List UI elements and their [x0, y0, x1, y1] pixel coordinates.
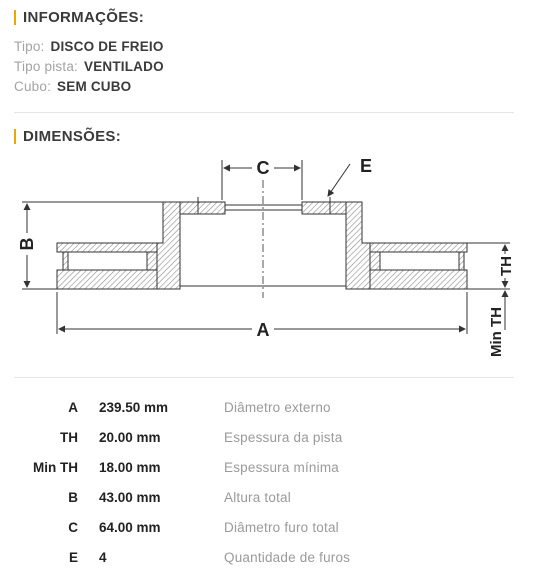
hat-top-right — [302, 202, 346, 214]
friction-ring-right-bottom — [370, 270, 467, 289]
dim-key: C — [68, 520, 78, 535]
divider — [14, 112, 514, 113]
label-c: C — [256, 158, 270, 178]
dim-value: 18.00 mm — [99, 460, 161, 475]
dim-desc: Diâmetro furo total — [224, 520, 339, 535]
friction-ring-left-bottom — [57, 270, 157, 289]
dim-desc: Espessura mínima — [224, 460, 339, 475]
brake-disc-diagram — [0, 148, 536, 368]
accent-bar — [14, 129, 16, 144]
info-label: Tipo: — [14, 39, 45, 54]
divider — [14, 377, 514, 378]
hat-top-left — [180, 202, 225, 214]
dim-row-e — [0, 550, 536, 570]
disc-section — [57, 202, 467, 289]
dim-desc: Espessura da pista — [224, 430, 343, 445]
dim-key: A — [68, 400, 78, 415]
vane-left-inner — [147, 252, 157, 270]
info-row-hub — [14, 79, 131, 94]
hat-left — [157, 202, 207, 289]
dim-desc: Diâmetro externo — [224, 400, 331, 415]
dim-key: TH — [60, 430, 78, 445]
accent-bar — [14, 10, 16, 25]
label-a: A — [256, 320, 270, 340]
info-header — [14, 9, 144, 26]
dim-key: B — [68, 490, 78, 505]
friction-ring-left-top — [57, 243, 157, 252]
vane-left-outer — [63, 252, 68, 270]
label-e: E — [360, 156, 373, 176]
info-header-text: INFORMAÇÕES: — [23, 9, 145, 26]
dim-row-th — [0, 430, 536, 450]
dim-value: 43.00 mm — [99, 490, 161, 505]
hat-right — [320, 202, 370, 289]
label-min-th: Min TH — [488, 307, 505, 357]
info-row-track-type — [14, 59, 164, 74]
friction-ring-right-top — [370, 243, 467, 252]
dim-key: E — [68, 550, 78, 565]
info-value: DISCO DE FREIO — [50, 39, 164, 54]
dim-desc: Quantidade de furos — [224, 550, 351, 565]
info-value: SEM CUBO — [57, 79, 132, 94]
dim-row-a — [0, 400, 536, 420]
dim-value: 239.50 mm — [99, 400, 169, 415]
info-label: Cubo: — [14, 79, 52, 94]
dim-row-min-th — [0, 460, 536, 480]
dim-e-leader — [328, 164, 350, 196]
dim-value: 4 — [99, 550, 107, 565]
vane-right-inner — [370, 252, 380, 270]
dim-row-b — [0, 490, 536, 510]
dimensions-header — [14, 128, 121, 145]
vane-right-outer — [459, 252, 464, 270]
dimensions-header-text: DIMENSÕES: — [23, 128, 122, 145]
dim-row-c — [0, 520, 536, 540]
dim-desc: Altura total — [224, 490, 291, 505]
info-label: Tipo pista: — [14, 59, 78, 74]
dim-value: 64.00 mm — [99, 520, 161, 535]
info-value: VENTILADO — [83, 59, 164, 74]
dim-key: Min TH — [33, 460, 78, 475]
label-b: B — [17, 237, 37, 251]
dim-value: 20.00 mm — [99, 430, 161, 445]
info-row-type — [14, 39, 164, 54]
label-th: TH — [498, 256, 515, 276]
